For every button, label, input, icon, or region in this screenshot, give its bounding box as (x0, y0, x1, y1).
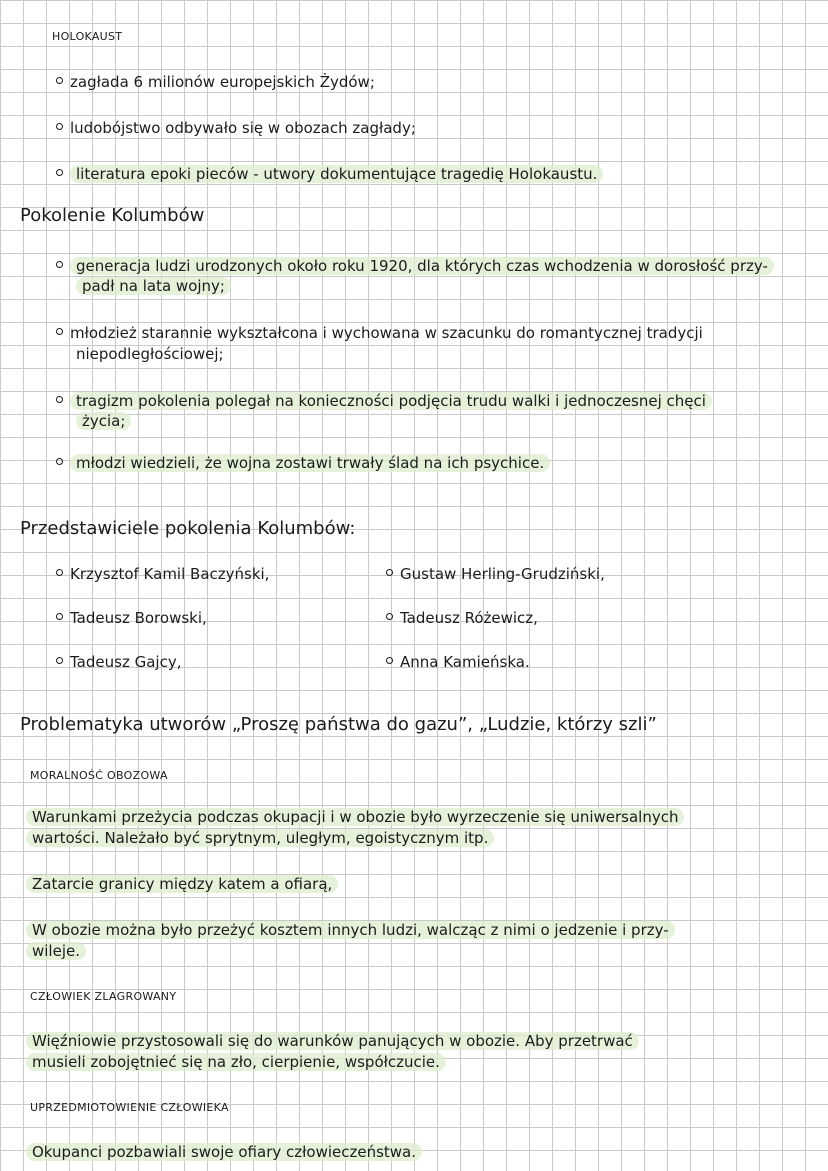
heading-problematyka: Problematyka utworów „Proszę państwa do gazu”, „Ludzie, którzy szli” (20, 714, 657, 735)
przedstawiciel-left-2: Tadeusz Borowski, (56, 607, 207, 629)
oboz-line-1: W obozie można było przeżyć kosztem innych ludzi, walcząc z nimi o jedzenie i przy- (26, 919, 675, 941)
kolumbowie-bullet-3-cont: życia; (76, 410, 131, 432)
bullet-icon (56, 261, 63, 268)
zatarcie-line: Zatarcie granicy między katem a ofiarą, (26, 873, 338, 895)
przedstawiciel-right-1: Gustaw Herling-Grudziński, (386, 563, 605, 585)
heading-holokaust: HOLOKAUST (52, 30, 123, 43)
heading-kolumbowie: Pokolenie Kolumbów (20, 205, 205, 226)
kolumbowie-bullet-4: młodzi wiedzieli, że wojna zostawi trwały ślad na ich psychice. (56, 452, 550, 474)
bullet-icon (56, 458, 63, 465)
moralnosc-line-2: wartości. Należało być sprytnym, uległym, egoistycznym itp. (26, 827, 494, 849)
bullet-icon (56, 328, 63, 335)
kolumbowie-bullet-1-cont: padł na lata wojny; (76, 275, 231, 297)
bullet-icon (386, 569, 393, 576)
holokaust-bullet-2: ludobójstwo odbywało się w obozach zagłady; (56, 117, 416, 139)
holokaust-bullet-1: zagłada 6 milionów europejskich Żydów; (56, 71, 375, 93)
moralnosc-line-1: Warunkami przeżycia podczas okupacji i w obozie było wyrzeczenie się uniwersalnych (26, 806, 684, 828)
oboz-line-2: wileje. (26, 940, 86, 962)
kolumbowie-bullet-2-cont: niepodległościowej; (76, 345, 224, 363)
czlowiek-line-2: musieli zobojętnieć się na zło, cierpienie, współczucie. (26, 1051, 446, 1073)
przedstawiciel-left-3: Tadeusz Gajcy, (56, 651, 181, 673)
heading-czlowiek-zlagrowany: CZŁOWIEK ZLAGROWANY (30, 990, 177, 1003)
bullet-icon (56, 123, 63, 130)
przedstawiciel-right-3: Anna Kamieńska. (386, 651, 530, 673)
kolumbowie-bullet-3: tragizm pokolenia polegał na konieczności podjęcia trudu walki i jednoczesnej chęci (56, 390, 712, 412)
kolumbowie-bullet-2: młodzież starannie wykształcona i wychowana w szacunku do romantycznej tradycji (56, 322, 703, 344)
bullet-icon (56, 613, 63, 620)
holokaust-bullet-3: literatura epoki pieców - utwory dokumentujące tragedię Holokaustu. (56, 163, 603, 185)
czlowiek-line-1: Więźniowie przystosowali się do warunków panujących w obozie. Aby przetrwać (26, 1030, 639, 1052)
przedstawiciel-right-2: Tadeusz Różewicz, (386, 607, 538, 629)
bullet-icon (56, 169, 63, 176)
uprzedmiotowienie-line: Okupanci pozbawiali swoje ofiary człowieczeństwa. (26, 1141, 422, 1163)
bullet-icon (386, 657, 393, 664)
przedstawiciel-left-1: Krzysztof Kamil Baczyński, (56, 563, 269, 585)
bullet-icon (56, 569, 63, 576)
bullet-icon (56, 77, 63, 84)
heading-uprzedmiotowienie: UPRZEDMIOTOWIENIE CZŁOWIEKA (30, 1101, 229, 1114)
heading-przedstawiciele: Przedstawiciele pokolenia Kolumbów: (20, 518, 356, 539)
kolumbowie-bullet-1: generacja ludzi urodzonych około roku 1920, dla których czas wchodzenia w dorosłość przy- (56, 255, 774, 277)
bullet-icon (56, 396, 63, 403)
heading-moralnosc-obozowa: MORALNOŚĆ OBOZOWA (30, 769, 168, 782)
bullet-icon (386, 613, 393, 620)
bullet-icon (56, 657, 63, 664)
